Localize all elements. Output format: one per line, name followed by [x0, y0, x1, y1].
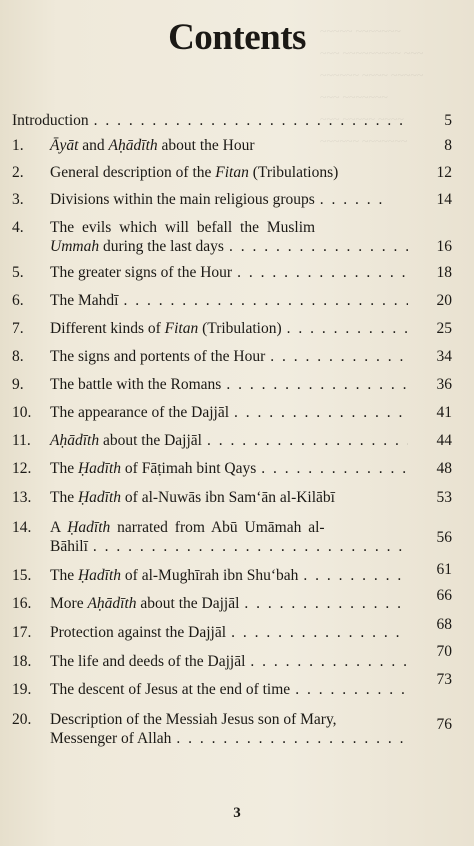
entry-number: 20.	[12, 711, 32, 728]
entry-page: 73	[436, 671, 452, 688]
dot-leader	[250, 652, 408, 671]
entry-label-italic: Ummah	[50, 238, 100, 255]
entry-page: 16	[436, 238, 452, 255]
entry-number: 19.	[12, 681, 32, 698]
entry-page: 14	[436, 191, 452, 208]
entry-page: 25	[436, 320, 452, 337]
entry-page: 76	[436, 716, 452, 733]
dot-leader	[226, 375, 408, 394]
dot-leader	[287, 319, 408, 338]
entry-label-line1: A Ḥadīth narrated from Abū Umāmah al-	[50, 519, 325, 536]
entry-label: Divisions within the main religious groups	[50, 191, 315, 208]
entry-number: 7.	[12, 320, 24, 337]
dot-leader	[237, 263, 408, 282]
dot-leader	[320, 190, 391, 209]
entry-label: The Mahdī	[50, 292, 119, 309]
entry-number: 6.	[12, 292, 24, 309]
entry-page: 68	[436, 616, 452, 633]
entry-label: about the Dajjāl	[102, 432, 202, 449]
entry-page: 5	[444, 112, 452, 129]
dot-leader	[176, 729, 408, 748]
entry-page: 53	[436, 489, 452, 506]
entry-number: 11.	[12, 432, 31, 449]
entry-number: 3.	[12, 191, 24, 208]
dot-leader	[231, 623, 408, 642]
entry-label-italic: Fitan	[164, 320, 199, 337]
entry-label: The Ḥadīth of al-Nuwās ibn Sam‘ān al-Kilābī	[50, 489, 335, 506]
entry-number: 1.	[12, 137, 24, 154]
entry-label-italic: Ḥadīth	[77, 460, 122, 477]
entry-number: 4.	[12, 219, 24, 236]
entry-label-line2: Bāhilī	[50, 538, 88, 555]
dot-leader	[94, 111, 403, 130]
entry-number: 2.	[12, 164, 24, 181]
entry-label: The life and deeds of the Dajjāl	[50, 653, 246, 670]
entry-page: 66	[436, 587, 452, 604]
entry-label: Introduction	[12, 112, 89, 129]
dot-leader	[234, 403, 408, 422]
entry-label-line2: during the last days	[102, 238, 224, 255]
entry-label: The battle with the Romans	[50, 376, 222, 393]
entry-number: 9.	[12, 376, 24, 393]
entry-page: 41	[436, 404, 452, 421]
entry-page: 12	[436, 164, 452, 181]
dot-leader	[229, 237, 408, 256]
entry-page: 44	[436, 432, 452, 449]
entry-page: 61	[436, 561, 452, 578]
entry-label-italic: Aḥādīth	[87, 595, 137, 612]
page-number: 3	[233, 805, 241, 821]
entry-label: The greater signs of the Hour	[50, 264, 233, 281]
dot-leader	[295, 680, 408, 699]
entry-number: 14.	[12, 519, 32, 536]
entry-label: The appearance of the Dajjāl	[50, 404, 230, 421]
entry-page: 36	[436, 376, 452, 393]
book-page: ~~~~~ ~~~~~~~ ~~~ ~~~~~~~~~ ~~~ ~~~~~~ ~~~~ ~~~~~ ~~~ ~~~~~~~ ~~~ ~~~~~ ~~~~ ~~~~~~ ~~~~~~~ Contents Introduction . . . 5 1. Āyāt and Aḥādīth about the Hour 8 2. General description of the Fitan (Tribulations) 12 3. Divisions within the main religious groups . . . 14 4. The evils which will befall the Muslim Ummah during the last days . . . 16 5. The greater signs of the Hour . . . 18 6. The Mahdī . . . 20 7. Different kinds of Fitan (Tribulation) . . . 25 8. The signs and portents of the Hour . . . 34 9. The battle with the Romans . . . 36 10. The appearance of the Dajjāl . . . 41 11. Aḥādīth about the Dajjāl . . . 44 12. The Ḥadīth of Fāṭimah bint Qays . . . 48 13. The Ḥadīth of al-Nuwās ibn Sam‘ān al-Kilābī 53 14. A Ḥadīth narrated from Abū Umāmah al- Bāhilī . . . 56 15. The Ḥadīth of al-Mughīrah ibn Shu‘bah . . . 61 16. More Aḥādīth about the Dajjāl . . . 66 17. Protection against the Dajjāl . . . 68 18. The life and deeds of the Dajjāl . . . 70 19. The descent of Jesus at the end of time . . . 73 20. Description of the Messiah Jesus son of Mary, Messenger of Allah . . . 76 3	[0, 0, 474, 846]
entry-page: 48	[436, 460, 452, 477]
dot-leader	[93, 537, 408, 556]
entry-number: 5.	[12, 264, 24, 281]
dot-leader	[123, 291, 408, 310]
entry-page: 56	[436, 529, 452, 546]
entry-label: of Fāṭimah bint Qays	[124, 460, 257, 477]
entry-number: 8.	[12, 348, 24, 365]
dot-leader	[244, 594, 408, 613]
entry-number: 18.	[12, 653, 32, 670]
entry-number: 13.	[12, 489, 32, 506]
dot-leader	[261, 459, 408, 478]
entry-label: Different kinds of	[50, 320, 161, 337]
entry-number: 16.	[12, 595, 32, 612]
entry-label: Protection against the Dajjāl	[50, 624, 227, 641]
dot-leader	[270, 347, 408, 366]
entry-number: 15.	[12, 567, 32, 584]
entry-label: General description of the Fitan (Tribulations)	[50, 164, 339, 181]
entry-page: 34	[436, 348, 452, 365]
entry-label: Āyāt and Aḥādīth about the Hour	[50, 137, 255, 154]
page-title: Contents	[168, 17, 306, 58]
entry-label: about the Dajjāl	[140, 595, 240, 612]
entry-label-line2: Messenger of Allah	[50, 730, 172, 747]
entry-page: 20	[436, 292, 452, 309]
entry-number: 17.	[12, 624, 32, 641]
entry-label-line1: The evils which will befall the Muslim	[50, 219, 316, 236]
entry-number: 12.	[12, 460, 32, 477]
entry-label-italic: Ḥadīth	[77, 567, 122, 584]
entry-label: The signs and portents of the Hour	[50, 348, 266, 365]
entry-page: 70	[436, 643, 452, 660]
entry-label: of al-Mughīrah ibn Shu‘bah	[124, 567, 299, 584]
dot-leader	[303, 566, 408, 585]
bleed-through-text: ~~~~~ ~~~~~~~ ~~~ ~~~~~~~~~ ~~~ ~~~~~~ ~~~~ ~~~~~ ~~~ ~~~~~~~ ~~~ ~~~~~ ~~~~ ~~~~~~ ~~~~~~~	[320, 24, 424, 148]
entry-page: 8	[444, 137, 452, 154]
entry-label-line1: Description of the Messiah Jesus son of Mary,	[50, 711, 337, 728]
dot-leader	[207, 431, 408, 450]
entry-number: 10.	[12, 404, 32, 421]
entry-label: The descent of Jesus at the end of time	[50, 681, 291, 698]
entry-page: 18	[436, 264, 452, 281]
entry-label-italic: Aḥādīth	[50, 432, 100, 449]
